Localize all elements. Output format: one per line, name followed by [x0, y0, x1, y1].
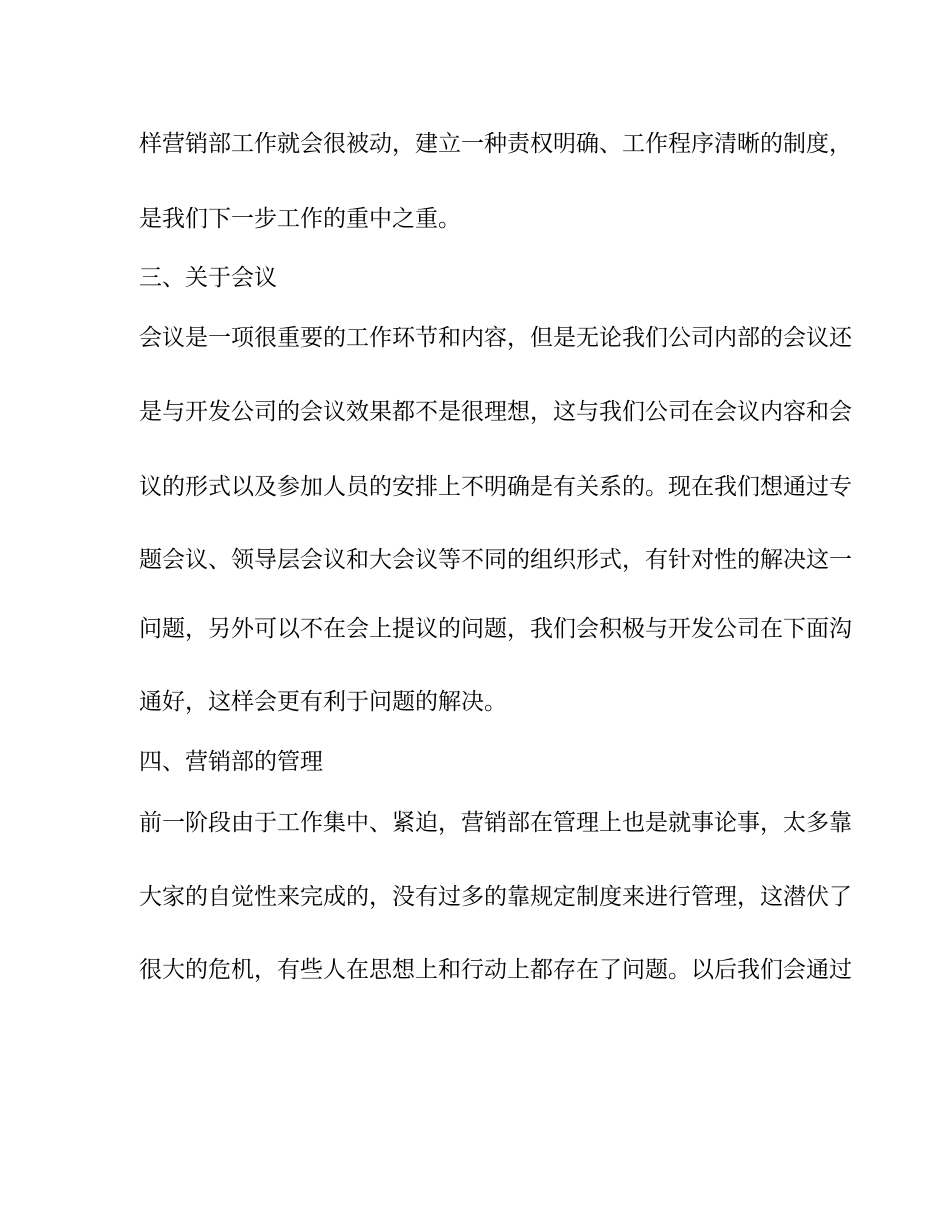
paragraph-line: 大家的自觉性来完成的，没有过多的靠规定制度来进行管理，这潜伏了	[139, 884, 852, 910]
paragraph-line: 样营销部工作就会很被动，建立一种责权明确、工作程序清晰的制度，	[139, 131, 852, 157]
paragraph-line: 很大的危机，有些人在思想上和行动上都存在了问题。以后我们会通过	[139, 957, 852, 983]
paragraph-line: 是我们下一步工作的重中之重。	[139, 206, 461, 232]
paragraph-line: 前一阶段由于工作集中、紧迫，营销部在管理上也是就事论事，太多靠	[139, 810, 852, 836]
paragraph-line: 题会议、领导层会议和大会议等不同的组织形式，有针对性的解决这一	[139, 547, 852, 573]
paragraph-line: 会议是一项很重要的工作环节和内容，但是无论我们公司内部的会议还	[139, 325, 852, 351]
paragraph-line: 议的形式以及参加人员的安排上不明确是有关系的。现在我们想通过专	[139, 474, 852, 500]
paragraph-line: 是与开发公司的会议效果都不是很理想，这与我们公司在会议内容和会	[139, 399, 852, 425]
section-heading: 四、营销部的管理	[139, 749, 323, 775]
section-heading: 三、关于会议	[139, 265, 277, 291]
paragraph-line: 通好，这样会更有利于问题的解决。	[139, 689, 507, 715]
paragraph-line: 问题，另外可以不在会上提议的问题，我们会积极与开发公司在下面沟	[139, 616, 852, 642]
